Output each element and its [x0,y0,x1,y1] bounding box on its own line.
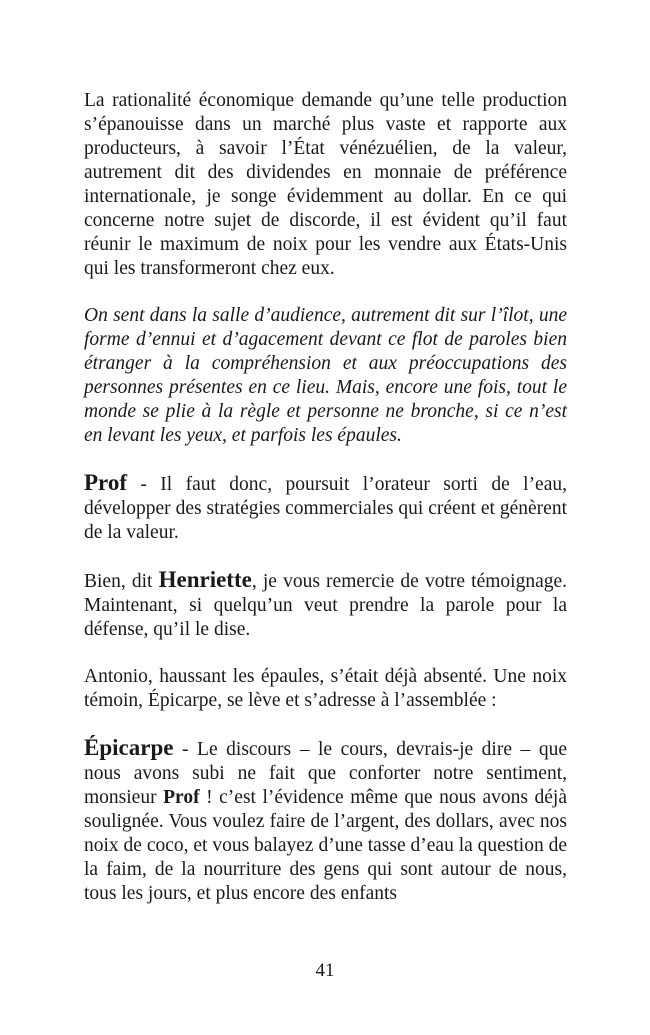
dialogue-text: - Il faut donc, poursuit l’orateur sorti de l’eau, développer des stratégies commerciales qui créent et génèrent de la valeur. [84,474,567,543]
dialogue-text-before: Bien, dit [84,571,159,592]
paragraph-1: La rationalité économique demande qu’une telle production s’épanouisse dans un marché plus vaste et rapporte aux producteurs, à savoir l’État vénézuélien, de la valeur, autrement dit des dividendes en monnaie de préférence internationale, je songe évidemment au dollar. En ce qui concerne notre sujet de discorde, il est évident qu’il faut réunir le maximum de noix pour les vendre aux États-Unis qui les transformeront chez eux. [84,90,567,279]
paragraph-5: Antonio, haussant les épaules, s’était déjà absenté. Une noix témoin, Épicarpe, se lève et s’adresse à l’assemblée : [84,666,567,711]
paragraph-6-dialogue [84,736,567,906]
speaker-name-prof: Prof [84,470,128,495]
page-body [84,89,567,929]
paragraph-4-dialogue [84,568,567,642]
dialogue-text-part-1: - Le discours – le cours, devrais-je dire – que nous avons subi ne fait que conforter notre sentiment, monsieur [84,739,567,808]
dialogue-text-after: , je vous remercie de votre témoignage. Maintenant, si quelqu’un veut prendre la parole pour la défense, qu’il le dise. [84,571,568,640]
paragraph-3-dialogue [84,471,567,545]
speaker-name-henriette: Henriette [158,567,252,592]
page-number: 41 [315,960,335,981]
speaker-name-epicarpe: Épicarpe [84,735,174,760]
inline-speaker-prof: Prof [163,787,200,808]
dialogue-text-part-2: ! c’est l’évidence même que nous avons déjà soulignée. Vous voulez faire de l’argent, des dollars, avec nos noix de coco, et vous balayez d’une tasse d’eau la question de la faim, de la nourriture des gens qui sont autour de nous, tous les jours, et plus encore des enfants [84,787,567,904]
paragraph-2-narration: On sent dans la salle d’audience, autrement dit sur l’îlot, une forme d’ennui et d’agacement devant ce flot de paroles bien étranger à la compréhension et aux préoccupations des personnes présentes en ce lieu. Mais, encore une fois, tout le monde se plie à la règle et personne ne bronche, si ce n’est en levant les yeux, et parfois les épaules. [84,305,567,446]
